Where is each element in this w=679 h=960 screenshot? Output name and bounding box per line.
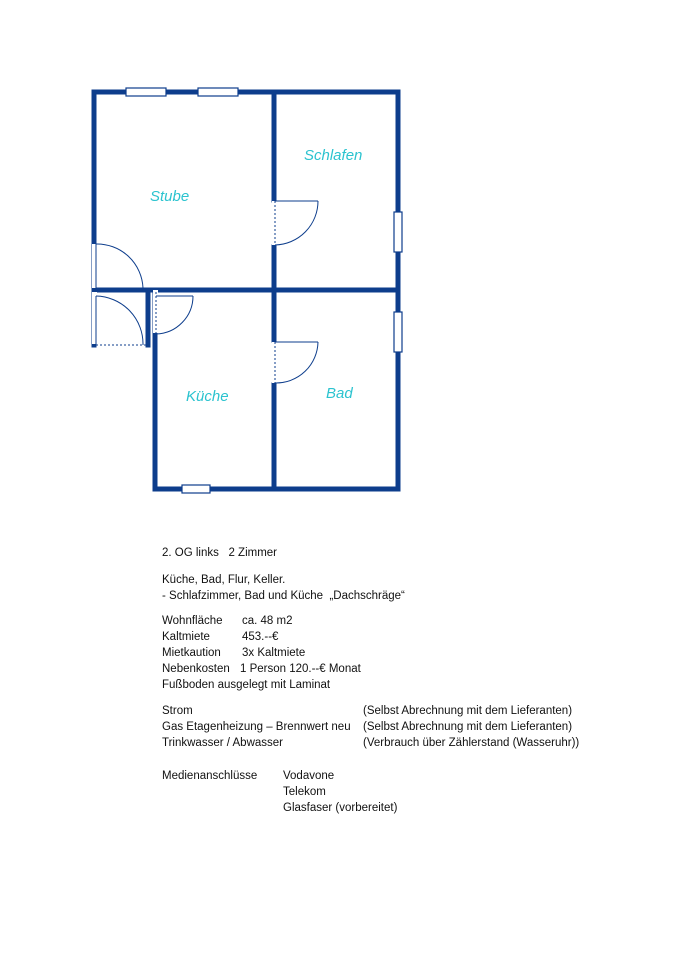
- room-label-schlafen: Schlafen: [304, 147, 363, 164]
- spec-label: Wohnfläche: [162, 615, 223, 627]
- spec-label: Mietkaution: [162, 647, 221, 659]
- spec-value: 3x Kaltmiete: [242, 647, 306, 659]
- media-label: Medienanschlüsse: [162, 770, 258, 782]
- rooms-line: Küche, Bad, Flur, Keller.: [162, 574, 286, 586]
- room-label-kueche: Küche: [186, 388, 229, 405]
- spec-value: 1 Person 120.--€ Monat: [240, 663, 361, 675]
- utility-value: (Selbst Abrechnung mit dem Lieferanten): [363, 705, 573, 717]
- floor-line: Fußboden ausgelegt mit Laminat: [162, 679, 331, 691]
- slope-line: - Schlafzimmer, Bad und Küche „Dachschräge“: [162, 590, 405, 602]
- utility-label: Strom: [162, 705, 193, 717]
- spec-value: ca. 48 m2: [242, 615, 293, 627]
- media-item: Vodavone: [283, 770, 335, 782]
- room-label-bad: Bad: [326, 385, 353, 402]
- window: [198, 88, 238, 96]
- media-item: Telekom: [283, 786, 326, 798]
- window: [126, 88, 166, 96]
- utility-value: (Verbrauch über Zählerstand (Wasseruhr)): [363, 737, 580, 749]
- spec-label: Kaltmiete: [162, 631, 210, 643]
- room-label-stube: Stube: [150, 188, 190, 205]
- spec-value: 453.--€: [242, 631, 279, 643]
- listing-heading: 2. OG links 2 Zimmer: [162, 547, 278, 559]
- window: [394, 212, 402, 252]
- window: [394, 312, 402, 352]
- utility-label: Trinkwasser / Abwasser: [162, 737, 283, 749]
- spec-label: Nebenkosten: [162, 663, 230, 675]
- media-item: Glasfaser (vorbereitet): [283, 802, 398, 814]
- utility-label: Gas Etagenheizung – Brennwert neu: [162, 721, 351, 733]
- window: [182, 485, 210, 493]
- utility-value: (Selbst Abrechnung mit dem Lieferanten): [363, 721, 573, 733]
